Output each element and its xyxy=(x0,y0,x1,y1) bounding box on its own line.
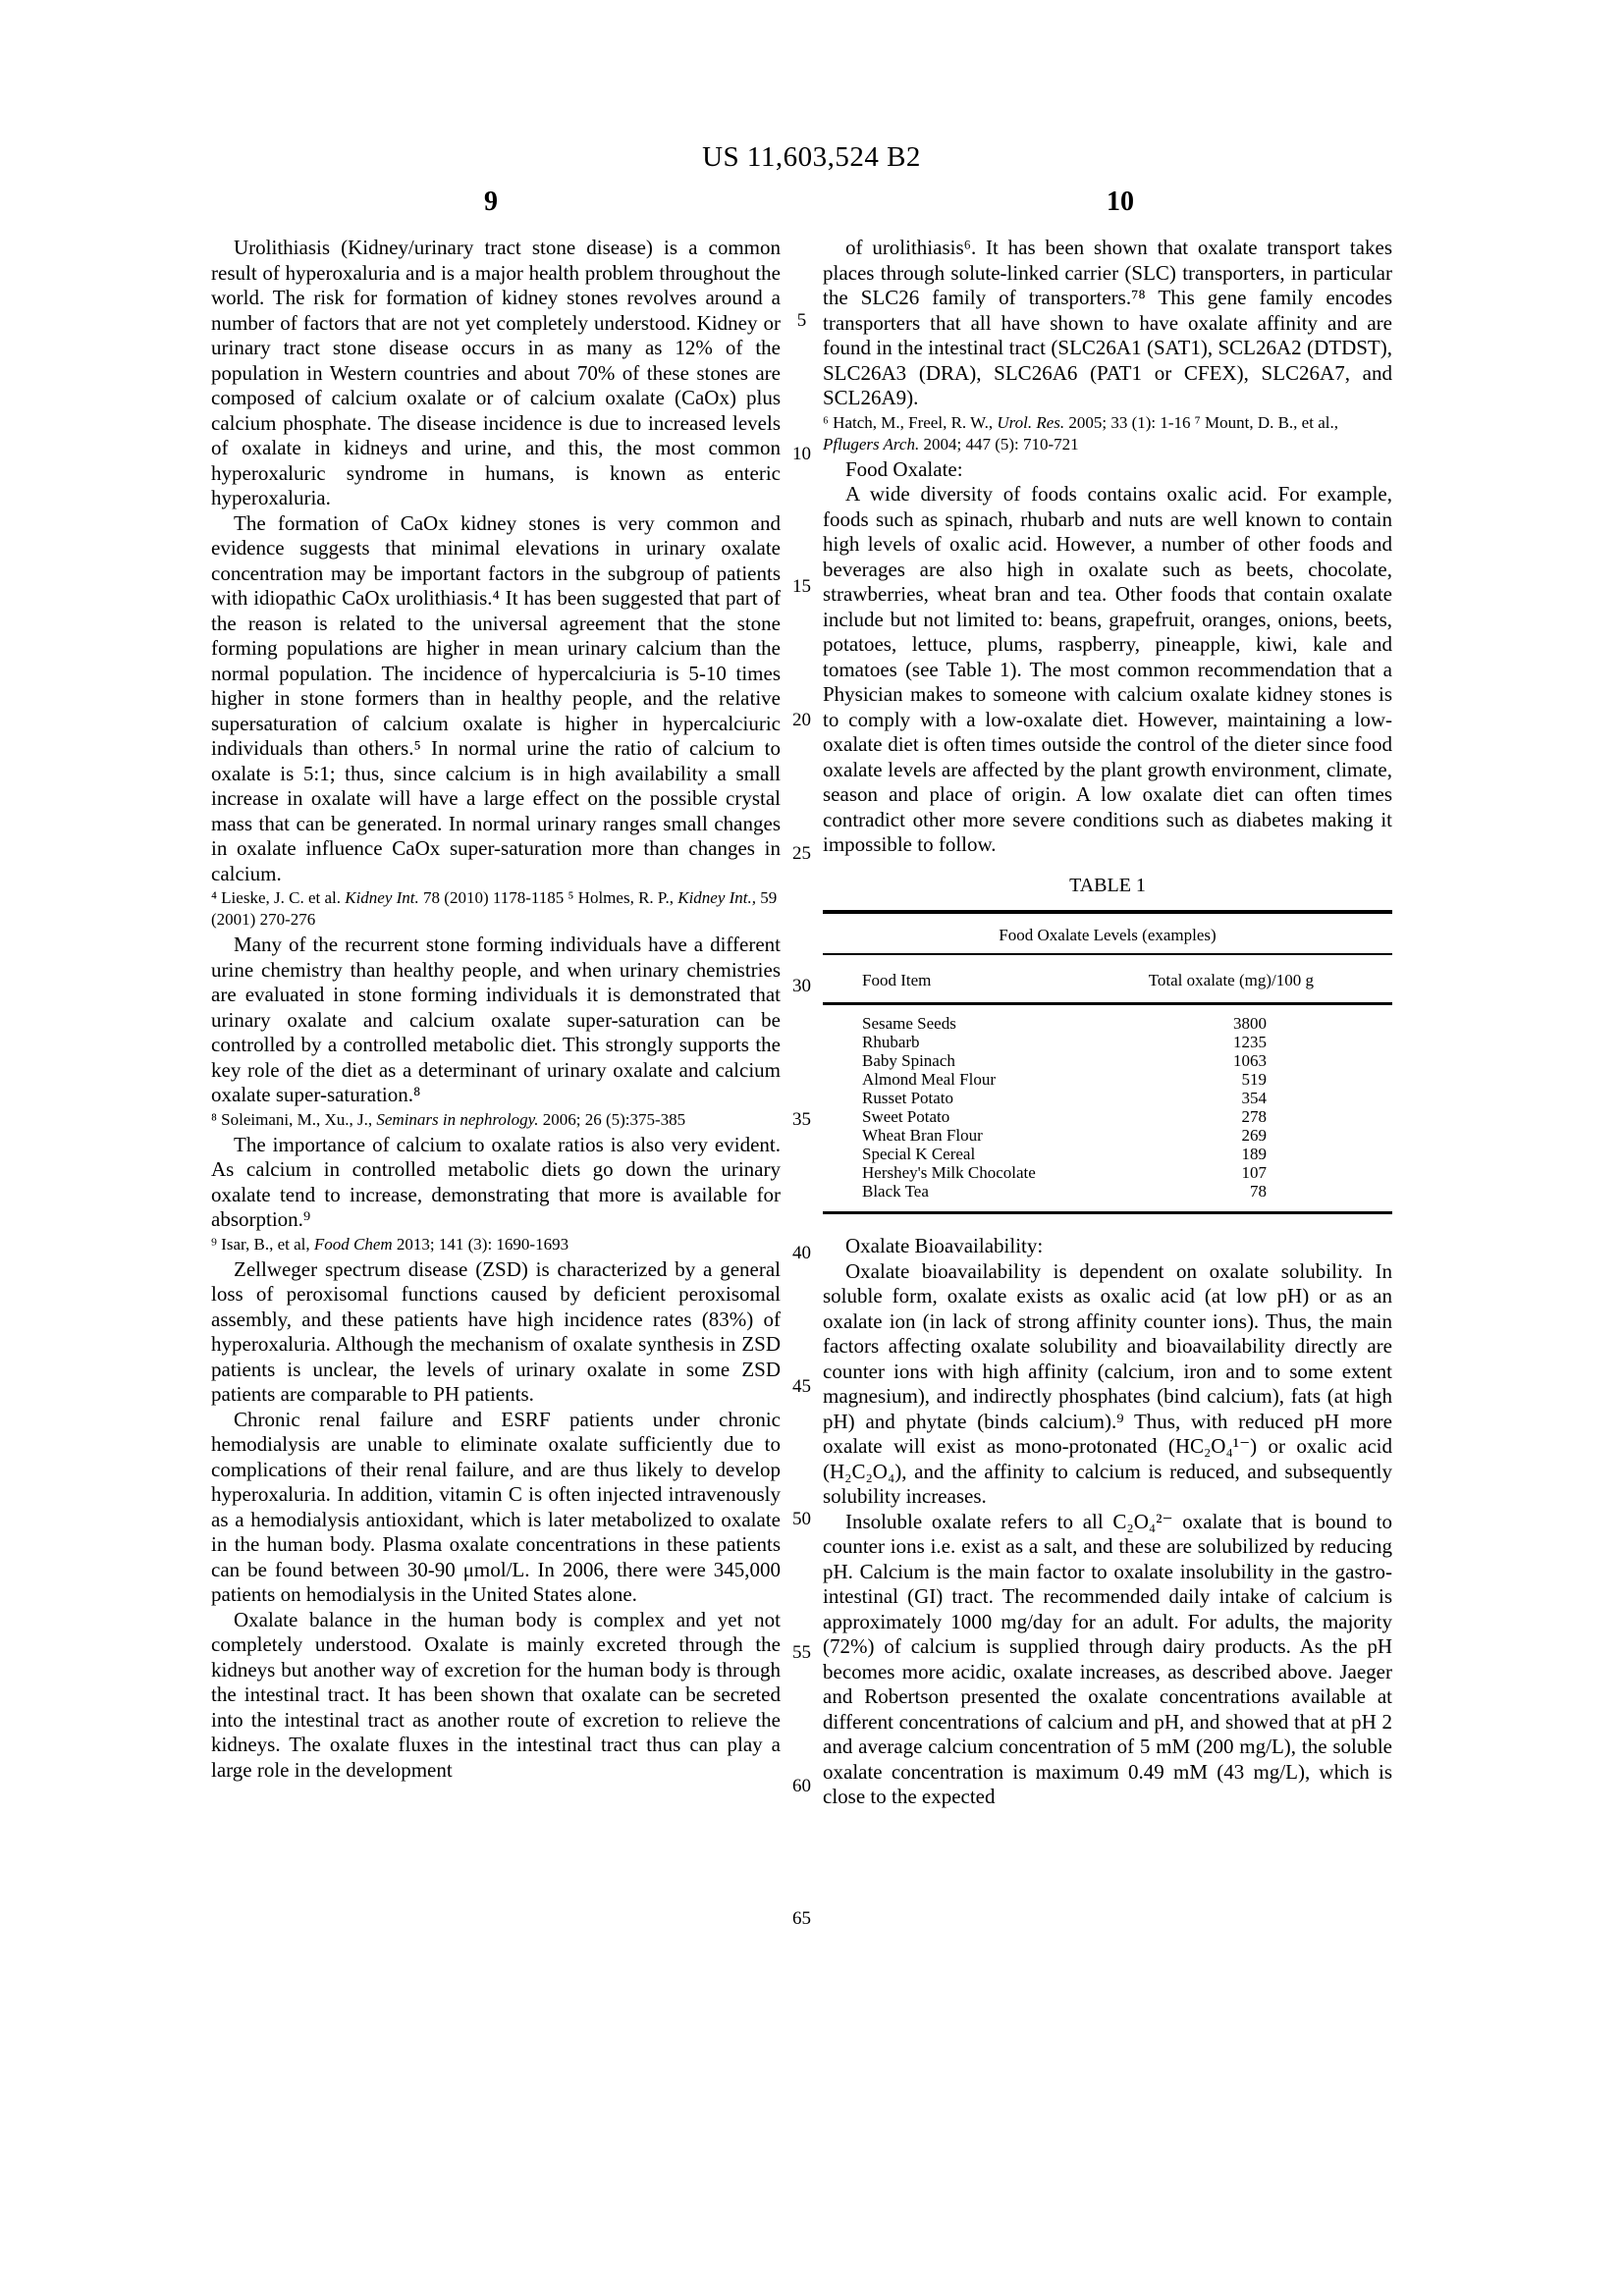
footnote-text: 59 (2001) 270-276 xyxy=(211,888,778,929)
table-row xyxy=(823,1145,1392,1163)
footnote-4-5 xyxy=(211,887,781,931)
table-cell-value: 107 xyxy=(1241,1163,1267,1182)
table-row xyxy=(823,1033,1392,1051)
footnote-text: ⁴ Lieske, J. C. et al. xyxy=(211,888,346,907)
table-cell-food: Sesame Seeds xyxy=(862,1014,956,1033)
line-number: 10 xyxy=(792,443,811,464)
footnote-text: 2006; 26 (5):375-385 xyxy=(538,1109,686,1129)
patent-number: US 11,603,524 B2 xyxy=(702,141,921,173)
table-cell-value: 519 xyxy=(1241,1070,1267,1089)
table-row xyxy=(823,1089,1392,1107)
table-cell-value: 278 xyxy=(1241,1107,1267,1126)
table-row xyxy=(823,1051,1392,1070)
table-cell-food: Almond Meal Flour xyxy=(862,1070,996,1089)
table-header-food-item: Food Item xyxy=(862,970,932,989)
footnote-text: ⁶ Hatch, M., Freel, R. W., xyxy=(823,412,998,432)
table-1 xyxy=(823,874,1392,1215)
table-cell-value: 354 xyxy=(1241,1089,1267,1107)
line-number: 5 xyxy=(796,310,807,331)
table-cell-food: Hershey's Milk Chocolate xyxy=(862,1163,1036,1182)
paragraph-oxalate-balance: Oxalate balance in the human body is complex and yet not completely understood. Oxalate is mainly excreted through the kidneys but another way of excretion for the human body is through the intestinal tract. It has been shown that oxalate can be secreted into the intestinal tract as another route of excretion to relieve the kidneys. The oxalate fluxes in the intestinal tract thus can play a large role in the development xyxy=(211,1607,781,1782)
table-cell-value: 189 xyxy=(1241,1145,1267,1163)
table-subtitle: Food Oxalate Levels (examples) xyxy=(823,914,1392,955)
table-cell-value: 269 xyxy=(1241,1126,1267,1145)
table-header-row xyxy=(823,955,1392,1006)
table-header-total-oxalate: Total oxalate (mg)/100 g xyxy=(1148,970,1314,989)
column-number-left: 9 xyxy=(484,187,498,217)
right-column xyxy=(823,236,1392,1810)
footnote-text: ⁹ Isar, B., et al, xyxy=(211,1234,314,1254)
paragraph-calcium-oxalate-ratio: The importance of calcium to oxalate ratios is also very evident. As calcium in controlled metabolic diets go down the urinary oxalate tend to increase, demonstrating that more is available for absorption.⁹ xyxy=(211,1132,781,1231)
footnote-8 xyxy=(211,1109,781,1131)
paragraph-chronic-renal-failure: Chronic renal failure and ESRF patients under chronic hemodialysis are unable to eliminate oxalate sufficiently due to complications of their renal failure, and are thus likely to develop hyperoxaluria. In addition, vitamin C is often injected intravenously as a hemodialysis antioxidant, which is later metabolized to oxalate in the human body. Plasma oxalate concentrations in these patients can be found between 30-90 μmol/L. In 2006, there were 345,000 patients on hemodialysis in the United States alone. xyxy=(211,1407,781,1606)
table-cell-food: Wheat Bran Flour xyxy=(862,1126,983,1145)
column-number-right: 10 xyxy=(1107,187,1134,217)
table-cell-value: 78 xyxy=(1250,1182,1267,1201)
line-number: 25 xyxy=(792,842,811,864)
paragraph-recurrent-stone-formers: Many of the recurrent stone forming individuals have a different urine chemistry than healthy people, and when urinary chemistries are evaluated in stone forming individuals it is demonstrated that urinary oxalate and calcium oxalate super-saturation can be controlled by a controlled metabolic diet. This strongly supports the key role of the diet as a determinant of urinary oxalate and calcium oxalate super-saturation.⁸ xyxy=(211,933,781,1106)
line-number: 15 xyxy=(792,576,811,598)
table-row xyxy=(823,1163,1392,1182)
table-box xyxy=(823,910,1392,1214)
line-number: 55 xyxy=(792,1641,811,1663)
footnote-journal: Kidney Int. xyxy=(345,888,419,907)
line-number: 30 xyxy=(792,976,811,997)
table-cell-food: Russet Potato xyxy=(862,1089,954,1107)
footnote-journal: Pflugers Arch. xyxy=(823,434,920,454)
table-cell-food: Black Tea xyxy=(862,1182,929,1201)
table-cell-food: Sweet Potato xyxy=(862,1107,950,1126)
line-number: 35 xyxy=(792,1109,811,1131)
table-cell-food: Special K Cereal xyxy=(862,1145,976,1163)
footnote-text: ⁸ Soleimani, M., Xu., J., xyxy=(211,1109,377,1129)
footnote-9 xyxy=(211,1234,781,1255)
line-number: 20 xyxy=(792,710,811,731)
paragraph-urolithiasis-intro: Urolithiasis (Kidney/urinary tract stone disease) is a common result of hyperoxaluria and is a major health problem throughout the world. The risk for formation of kidney stones revolves around a number of factors that are not yet completely understood. Kidney or urinary tract stone disease occurs in as many as 12% of the population in Western countries and about 70% of these stones are composed of calcium oxalate or of calcium oxalate (CaOx) plus calcium phosphate. The disease incidence is due to increased levels of oxalate in kidneys and urine, and this, the most common hyperoxaluric syndrome in humans, is known as enteric hyperoxaluria. xyxy=(211,236,781,509)
table-row xyxy=(823,1014,1392,1033)
paragraph-insoluble-oxalate: Insoluble oxalate refers to all C₂O₄²⁻ oxalate that is bound to counter ions i.e. exist as a salt, and these are solubilized by reducing pH. Calcium is the main factor to oxalate insolubility in the gastro-intestinal (GI) tract. The recommended daily intake of calcium is approximately 1000 mg/day for an adult. For adults, the majority (72%) of calcium is supplied through dairy products. As the pH becomes more acidic, oxalate increases, as described above. Jaeger and Robertson presented the oxalate concentrations available at different concentrations of calcium and pH, and showed that at pH 2 and average calcium concentration of 5 mM (200 mg/L), the soluble oxalate concentration is maximum 0.49 mM (43 mg/L), which is close to the expected xyxy=(823,1509,1392,1808)
table-row xyxy=(823,1182,1392,1201)
left-column xyxy=(211,236,781,1783)
footnote-text: 78 (2010) 1178-1185 ⁵ Holmes, R. P., xyxy=(418,888,678,907)
footnote-text: 2013; 141 (3): 1690-1693 xyxy=(392,1234,569,1254)
paragraph-food-oxalate: A wide diversity of foods contains oxalic acid. For example, foods such as spinach, rhubarb and nuts are well known to contain high levels of oxalic acid. However, a number of other foods and beverages are also high in oxalate such as beets, chocolate, strawberries, wheat bran and tea. Other foods that contain oxalate include but not limited to: beans, grapefruit, oranges, onions, beets, potatoes, lettuce, plums, raspberry, pineapple, kiwi, kale and tomatoes (see Table 1). The most common recommendation that a Physician makes to someone with calcium oxalate kidney stones is to comply with a low-oxalate diet. However, maintaining a low-oxalate diet is often times outside the control of the dieter since food oxalate levels are affected by the plant growth environment, climate, season and place of origin. A low oxalate diet can often times contradict other more severe conditions such as diabetes making it impossible to follow. xyxy=(823,482,1392,856)
table-cell-value: 1063 xyxy=(1233,1051,1267,1070)
paragraph-zellweger: Zellweger spectrum disease (ZSD) is characterized by a general loss of peroxisomal functions caused by deficient peroxisomal assembly, and these patients have high incidence rates (83%) of hyperoxaluria. Although the mechanism of oxalate synthesis in ZSD patients is unclear, the levels of urinary oxalate in some ZSD patients are comparable to PH patients. xyxy=(211,1256,781,1406)
table-title: TABLE 1 xyxy=(1069,874,1146,896)
line-number-gutter xyxy=(776,310,828,2042)
table-cell-value: 3800 xyxy=(1233,1014,1267,1033)
footnote-journal: Food Chem xyxy=(313,1234,393,1254)
table-row xyxy=(823,1107,1392,1126)
table-row xyxy=(823,1126,1392,1145)
heading-food-oxalate: Food Oxalate: xyxy=(845,456,963,481)
table-row xyxy=(823,1070,1392,1089)
line-number: 45 xyxy=(792,1375,811,1397)
footnote-text: 2004; 447 (5): 710-721 xyxy=(919,434,1079,454)
paragraph-caox-formation: The formation of CaOx kidney stones is very common and evidence suggests that minimal elevations in urinary oxalate concentration may be important factors in the subgroup of patients with idiopathic CaOx urolithiasis.⁴ It has been suggested that part of the reason is related to the universal agreement that the stone forming populations are higher in mean urinary calcium than the normal population. The incidence of hypercalciuria is 5-10 times higher in stone formers than in healthy people, and the relative supersaturation of calcium oxalate is higher in hypercalciuric individuals than others.⁵ In normal urine the ratio of calcium to oxalate is 5:1; thus, since calcium is in high availability a small increase in oxalate will have a large effect on the possible crystal mass that can be generated. In normal urinary ranges small changes in oxalate influence CaOx super-saturation more than changes in calcium. xyxy=(211,510,781,885)
footnote-6-7 xyxy=(823,412,1392,455)
table-cell-value: 1235 xyxy=(1233,1033,1267,1051)
heading-oxalate-bioavailability: Oxalate Bioavailability: xyxy=(845,1234,1044,1257)
paragraph-oxalate-bioavailability: Oxalate bioavailability is dependent on oxalate solubility. In soluble form, oxalate exists as oxalic acid (at low pH) or as an oxalate ion (in lack of strong affinity counter ions). Thus, the main factors affecting oxalate solubility and bioavailability directly are counter ions with high affinity (calcium, iron and to some extent magnesium), and indirectly phosphates (bind calcium), fats (at high pH) and phytate (binds calcium).⁹ Thus, with reduced pH more oxalate will exist as mono-protonated (HC₂O₄¹⁻) or oxalic acid (H₂C₂O₄), and the affinity to calcium is reduced, and subsequently solubility increases. xyxy=(823,1258,1392,1508)
table-cell-food: Baby Spinach xyxy=(862,1051,955,1070)
footnote-journal: Seminars in nephrology. xyxy=(376,1109,539,1129)
paragraph-oxalate-transport: of urolithiasis⁶. It has been shown that oxalate transport takes places through solute-linked carrier (SLC) transporters, in particular the SLC26 family of transporters.⁷⁸ This gene family encodes transporters that all have shown to have oxalate affinity and are found in the intestinal tract (SLC26A1 (SAT1), SCL26A2 (DTDST), SLC26A3 (DRA), SLC26A6 (PAT1 or CFEX), SLC26A7, and SCL26A9). xyxy=(823,236,1392,409)
footnote-journal: Kidney Int., xyxy=(677,888,757,907)
line-number: 65 xyxy=(792,1908,811,1930)
table-cell-food: Rhubarb xyxy=(862,1033,920,1051)
table-body xyxy=(823,1005,1392,1214)
line-number: 50 xyxy=(792,1509,811,1530)
footnote-text: 2005; 33 (1): 1-16 ⁷ Mount, D. B., et al., xyxy=(1064,412,1338,432)
line-number: 40 xyxy=(792,1242,811,1263)
line-number: 60 xyxy=(792,1775,811,1796)
footnote-journal: Urol. Res. xyxy=(997,412,1065,432)
